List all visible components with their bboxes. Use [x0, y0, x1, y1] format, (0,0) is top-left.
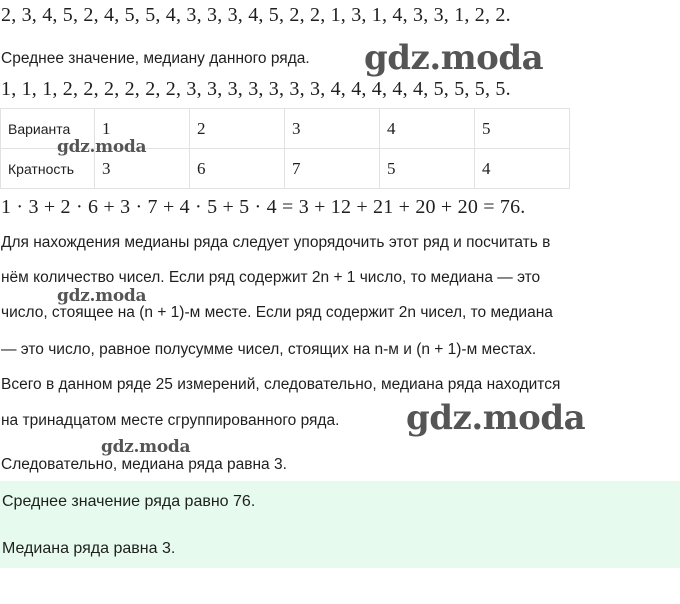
table-cell: 4 — [475, 149, 570, 189]
paragraph-line: — это число, равное полусумме чисел, стоящих на n-м и (n + 1)-м местах. — [1, 341, 537, 358]
watermark: gdz.moda — [364, 38, 544, 78]
paragraph-line: Всего в данном ряде 25 измерений, следовательно, медиана ряда находится — [1, 376, 561, 393]
watermark: gdz.moda — [101, 437, 191, 457]
paragraph-line: Следовательно, медиана ряда равна 3. — [1, 456, 287, 473]
table-cell: 3 — [285, 109, 380, 149]
sorted-series-line: 1, 1, 1, 2, 2, 2, 2, 2, 2, 3, 3, 3, 3, 3, 3, 3, 4, 4, 4, 4, 4, 5, 5, 5, 5. — [1, 78, 511, 100]
watermark: gdz.moda — [57, 137, 147, 157]
answer-median: Медиана ряда равна 3. — [2, 540, 176, 557]
table-cell: 5 — [475, 109, 570, 149]
watermark: gdz.moda — [406, 398, 586, 438]
table-cell: 7 — [285, 149, 380, 189]
table-cell: 2 — [190, 109, 285, 149]
table-cell: 3 — [95, 149, 190, 189]
table-row-label: Варианта — [1, 109, 95, 149]
series-line: 2, 3, 4, 5, 2, 4, 5, 5, 4, 3, 3, 3, 4, 5, 2, 2, 1, 3, 1, 4, 3, 3, 1, 2, 2. — [1, 4, 511, 26]
table-cell: 6 — [190, 149, 285, 189]
paragraph-line: на тринадцатом месте сгруппированного ряда. — [1, 412, 340, 429]
paragraph-line: Для нахождения медианы ряда следует упорядочить этот ряд и посчитать в — [1, 234, 551, 251]
table-cell: 5 — [380, 149, 475, 189]
answer-box — [0, 481, 680, 568]
task-text: Среднее значение, медиану данного ряда. — [1, 50, 310, 67]
answer-mean: Среднее значение ряда равно 76. — [2, 493, 256, 510]
paragraph-line: число, стоящее на (n + 1)-м месте. Если ряд содержит 2n чисел, то медиана — [1, 304, 553, 321]
table-cell: 1 — [95, 109, 190, 149]
paragraph-line: нём количество чисел. Если ряд содержит 2n + 1 число, то медиана — это — [1, 269, 541, 286]
table-cell: 4 — [380, 109, 475, 149]
watermark: gdz.moda — [57, 286, 147, 306]
table-row-label: Кратность — [1, 149, 95, 189]
sum-line: 1 · 3 + 2 · 6 + 3 · 7 + 4 · 5 + 5 · 4 = 3 + 12 + 21 + 20 + 20 = 76. — [1, 196, 526, 218]
